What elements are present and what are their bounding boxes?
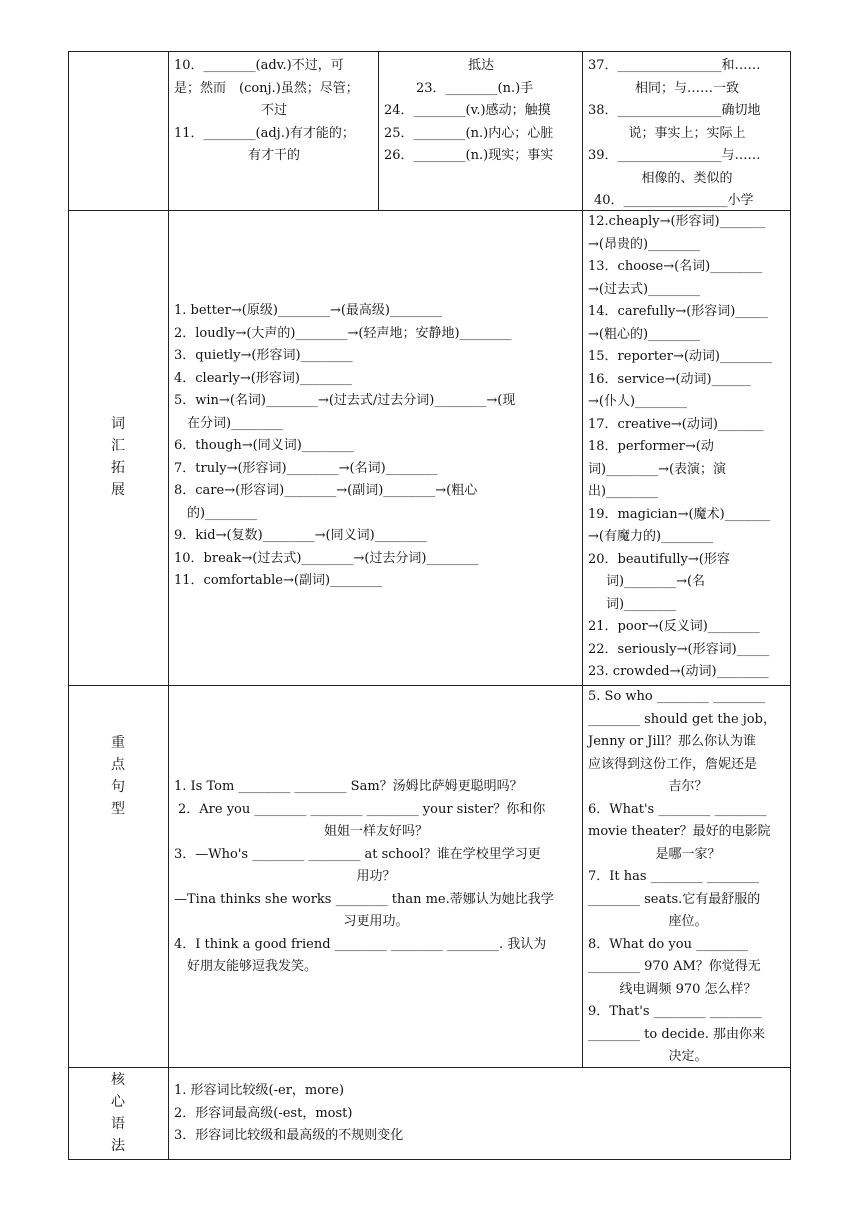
text-line: 38．________________确切地 — [588, 103, 761, 118]
text-line: 是；然而 (conj.)虽然；尽管； — [174, 80, 359, 96]
list-item: 15．reporter→(动词)________ — [588, 349, 772, 364]
list-item: →(过去式)________ — [588, 281, 701, 297]
list-item: 9．kid→(复数)________→(同义词)________ — [174, 528, 427, 543]
list-item: 在分词)________ — [187, 415, 284, 431]
list-item: 词)________→(表演；演 — [588, 461, 727, 477]
list-item: 10．break→(过去式)________→(过去分词)________ — [174, 550, 479, 566]
list-item: 词)________→(名 — [606, 574, 706, 589]
sentences-left-list — [174, 776, 578, 979]
label-char: 汇 — [111, 438, 125, 454]
list-item: 19．magician→(魔术)_______ — [588, 506, 771, 522]
table-border-right — [790, 51, 791, 1160]
list-item: 1. better→(原级)________→(最高级)________ — [174, 303, 442, 318]
label-char: 词 — [111, 416, 125, 432]
label-char: 重 — [111, 735, 125, 751]
text-line: 相同；与……一致 — [634, 80, 739, 96]
list-item: 12.cheaply→(形容词)_______ — [588, 214, 766, 229]
label-char: 法 — [111, 1138, 125, 1154]
list-item: 18．performer→(动 — [588, 439, 714, 454]
label-char: 展 — [111, 482, 125, 498]
list-item: 8．What do you ________ — [588, 936, 749, 952]
list-item: 4．I think a good friend ________ ________ ________. 我认为 — [174, 936, 547, 952]
worksheet-table — [68, 51, 791, 1160]
label-char: 拓 — [111, 460, 125, 476]
list-item: 好朋友能够逗我发笑。 — [187, 959, 318, 974]
list-item: movie theater？最好的电影院 — [588, 824, 771, 839]
content-column-divider-2 — [582, 685, 583, 1068]
list-item: 1. Is Tom ________ ________ Sam？汤姆比萨姆更聪明吗？ — [174, 779, 523, 794]
list-item: 的)________ — [187, 505, 258, 521]
text-line: 23．________(n.)手 — [416, 80, 534, 96]
list-item: →(昂贵的)________ — [588, 236, 701, 252]
row1-divider-a — [378, 51, 379, 211]
text-line: 11．________(adj.)有才能的； — [174, 125, 355, 141]
list-item: 姐姐一样友好吗？ — [323, 824, 428, 839]
list-item: 13．choose→(名词)________ — [588, 259, 763, 274]
list-item: 3．—Who's ________ ________ at school？谁在学校里学习更 — [174, 846, 541, 862]
list-item: 出)________ — [588, 484, 659, 499]
text-line: 40．________________小学 — [594, 193, 754, 208]
vocab-section-label — [69, 413, 167, 501]
sentences-section-label — [69, 732, 167, 820]
label-char: 语 — [111, 1116, 125, 1132]
list-item: 5．win→(名词)________→(过去式/过去分词)________→(现 — [174, 393, 516, 408]
list-item: 应该得到这份工作，詹妮还是 — [588, 756, 758, 772]
list-item: 11．comfortable→(副词)________ — [174, 573, 383, 588]
list-item: 线电调频 970 怎么样？ — [619, 981, 757, 997]
list-item: 23. crowded→(动词)________ — [588, 664, 769, 679]
text-line: 相像的、类似的 — [641, 170, 733, 186]
text-line: 10．________(adv.)不过，可 — [174, 58, 344, 73]
list-item: 14．carefully→(形容词)_____ — [588, 304, 768, 319]
list-item: 21．poor→(反义词)________ — [588, 619, 760, 634]
list-item: →(仆人)________ — [588, 394, 688, 409]
list-item: 用功？ — [356, 869, 396, 884]
row1-divider-b — [582, 51, 583, 211]
list-item: 20．beautifully→(形容 — [588, 551, 730, 567]
row1-col-c — [588, 55, 786, 213]
text-line: 抵达 — [467, 58, 494, 73]
text-line: 不过 — [260, 103, 287, 118]
list-item: 7．It has ________ ________ — [588, 869, 759, 884]
text-line: 有才干的 — [247, 148, 300, 163]
list-item: 习更用功。 — [343, 914, 409, 929]
list-item: ________ to decide. 那由你来 — [588, 1026, 766, 1042]
list-item: 2．loudly→(大声的)________→(轻声地；安静地)________ — [174, 325, 512, 341]
text-line: 26．________(n.)现实；事实 — [384, 148, 554, 163]
label-char: 型 — [111, 801, 125, 817]
list-item: 6．though→(同义词)________ — [174, 438, 354, 453]
vocab-right-list — [588, 211, 788, 684]
text-line: 说；事实上；实际上 — [628, 125, 746, 141]
content-column-divider — [582, 210, 583, 686]
text-line: 39．________________与…… — [588, 148, 761, 163]
list-item: →(粗心的)________ — [588, 326, 701, 342]
list-item: 9．That's ________ ________ — [588, 1004, 762, 1019]
list-item: 6．What's ________ ________ — [588, 801, 767, 817]
list-item: —Tina thinks she works ________ than me.蒂娜认为她比我学 — [174, 891, 554, 907]
list-item: 3．quietly→(形容词)________ — [174, 348, 353, 363]
list-item: 决定。 — [668, 1049, 708, 1064]
text-line: 25．________(n.)内心；心脏 — [384, 125, 554, 141]
list-item: →(有魔力的)________ — [588, 529, 714, 544]
list-item: 3．形容词比较级和最高级的不规则变化 — [174, 1128, 404, 1143]
label-char: 句 — [111, 779, 125, 795]
list-item: 词)________ — [606, 596, 677, 612]
list-item: 2．Are you ________ ________ ________ your sister？你和你 — [178, 801, 546, 817]
list-item: 4．clearly→(形容词)________ — [174, 370, 352, 386]
vocab-left-list — [174, 300, 578, 593]
grammar-section-label — [69, 1069, 167, 1157]
text-line: 24．________(v.)感动；触摸 — [384, 103, 551, 118]
list-item: ________ seats.它有最舒服的 — [588, 891, 761, 907]
list-item: 2．形容词最高级(-est，most) — [174, 1105, 353, 1121]
list-item: 22．seriously→(形容词)_____ — [588, 641, 770, 657]
table-border-top — [68, 51, 791, 52]
list-item: 17．creative→(动词)_______ — [588, 416, 764, 432]
label-char: 心 — [111, 1094, 125, 1110]
label-char: 核 — [111, 1072, 125, 1088]
label-char: 点 — [111, 757, 125, 773]
list-item: 8．care→(形容词)________→(副词)________→(粗心 — [174, 483, 478, 498]
list-item: 16．service→(动词)______ — [588, 371, 751, 387]
grammar-list — [174, 1080, 774, 1148]
row1-col-b — [384, 55, 578, 168]
list-item: 座位。 — [668, 914, 708, 929]
list-item: ________ 970 AM？你觉得无 — [588, 959, 761, 974]
list-item: 是哪一家？ — [655, 846, 721, 862]
text-line: 37．________________和…… — [588, 58, 761, 73]
table-border-bottom — [68, 1159, 791, 1160]
list-item: 吉尔？ — [668, 779, 708, 794]
list-item: ________ should get the job， — [588, 711, 776, 727]
table-border-left — [68, 51, 69, 1160]
list-item: Jenny or Jill？那么你认为谁 — [588, 734, 756, 749]
row1-col-a — [174, 55, 374, 168]
list-item: 1. 形容词比较级(-er，more) — [174, 1083, 345, 1098]
label-column-divider — [168, 51, 169, 1160]
sentences-right-list — [588, 686, 788, 1069]
list-item: 5. So who ________ ________ — [588, 689, 765, 704]
list-item: 7．truly→(形容词)________→(名词)________ — [174, 460, 438, 476]
